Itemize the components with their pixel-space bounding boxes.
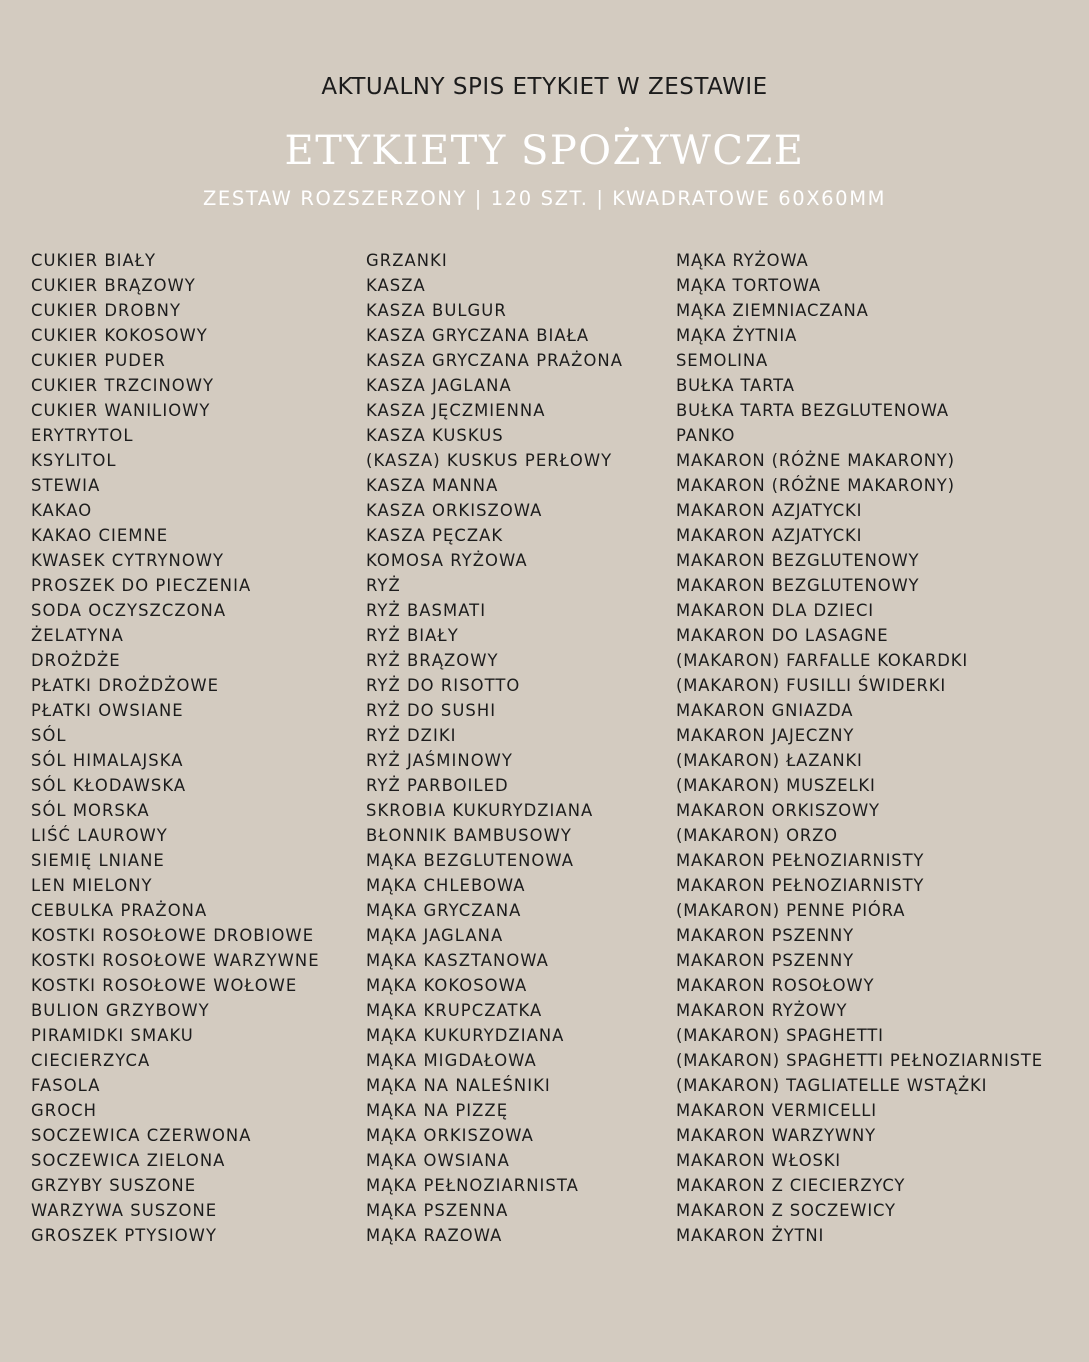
list-item: MĄKA PSZENNA: [366, 1201, 509, 1220]
list-item: MAKARON JAJECZNY: [676, 726, 855, 745]
list-item: MAKARON WARZYWNY: [676, 1126, 877, 1145]
list-item: SÓL MORSKA: [31, 801, 150, 820]
list-item: BULION GRZYBOWY: [31, 1001, 210, 1020]
list-item: (MAKARON) PENNE PIÓRA: [676, 901, 906, 920]
list-item: MĄKA RYŻOWA: [676, 251, 809, 270]
list-item: RYŻ BASMATI: [366, 601, 487, 620]
list-item: MAKARON Z CIECIERZYCY: [676, 1176, 906, 1195]
list-item: GROCH: [31, 1101, 98, 1120]
list-item: MĄKA OWSIANA: [366, 1151, 510, 1170]
label-list-column-2: [366, 248, 623, 1248]
page-title: ETYKIETY SPOŻYWCZE: [284, 128, 805, 174]
list-item: KOSTKI ROSOŁOWE WOŁOWE: [31, 976, 298, 995]
list-item: MAKARON (RÓŻNE MAKARONY): [676, 476, 955, 495]
list-item: CUKIER KOKOSOWY: [31, 326, 208, 345]
list-item: MĄKA CHLEBOWA: [366, 876, 526, 895]
list-item: MAKARON DO LASAGNE: [676, 626, 889, 645]
list-item: PANKO: [676, 426, 736, 445]
list-item: ERYTRYTOL: [31, 426, 134, 445]
list-item: KOSTKI ROSOŁOWE WARZYWNE: [31, 951, 320, 970]
list-item: MĄKA KUKURYDZIANA: [366, 1026, 565, 1045]
list-item: LEN MIELONY: [31, 876, 153, 895]
list-item: MAKARON VERMICELLI: [676, 1101, 877, 1120]
list-item: SOCZEWICA ZIELONA: [31, 1151, 226, 1170]
list-item: KASZA BULGUR: [366, 301, 507, 320]
list-item: PIRAMIDKI SMAKU: [31, 1026, 194, 1045]
list-item: (MAKARON) ŁAZANKI: [676, 751, 863, 770]
list-item: DROŻDŻE: [31, 651, 121, 670]
list-item: KASZA ORKISZOWA: [366, 501, 543, 520]
list-item: MĄKA BEZGLUTENOWA: [366, 851, 574, 870]
list-item: RYŻ DZIKI: [366, 726, 457, 745]
list-item: SKROBIA KUKURYDZIANA: [366, 801, 594, 820]
list-item: PŁATKI OWSIANE: [31, 701, 184, 720]
label-list-column-1: [31, 248, 320, 1248]
list-item: RYŻ BIAŁY: [366, 626, 459, 645]
list-item: MĄKA KRUPCZATKA: [366, 1001, 543, 1020]
list-item: MAKARON BEZGLUTENOWY: [676, 551, 920, 570]
list-item: MAKARON ORKISZOWY: [676, 801, 880, 820]
list-item: MĄKA ORKISZOWA: [366, 1126, 534, 1145]
list-item: MAKARON AZJATYCKI: [676, 501, 863, 520]
list-item: (MAKARON) SPAGHETTI PEŁNOZIARNISTE: [676, 1051, 1043, 1070]
list-item: SÓL HIMALAJSKA: [31, 751, 184, 770]
list-item: KASZA GRYCZANA PRAŻONA: [366, 351, 623, 370]
list-item: (MAKARON) ORZO: [676, 826, 838, 845]
list-item: CUKIER WANILIOWY: [31, 401, 211, 420]
list-item: SODA OCZYSZCZONA: [31, 601, 227, 620]
list-item: MAKARON AZJATYCKI: [676, 526, 863, 545]
list-item: STEWIA: [31, 476, 101, 495]
list-item: KASZA GRYCZANA BIAŁA: [366, 326, 590, 345]
list-item: (MAKARON) SPAGHETTI: [676, 1026, 884, 1045]
list-item: (KASZA) KUSKUS PERŁOWY: [366, 451, 613, 470]
list-item: MAKARON PSZENNY: [676, 926, 854, 945]
list-item: MAKARON ŻYTNI: [676, 1226, 825, 1245]
list-item: MĄKA MIGDAŁOWA: [366, 1051, 537, 1070]
list-item: CIECIERZYCA: [31, 1051, 151, 1070]
list-item: CUKIER PUDER: [31, 351, 166, 370]
list-item: MAKARON GNIAZDA: [676, 701, 854, 720]
list-item: KASZA PĘCZAK: [366, 526, 504, 545]
list-item: MĄKA ŻYTNIA: [676, 326, 798, 345]
list-item: PŁATKI DROŻDŻOWE: [31, 676, 220, 695]
list-item: BUŁKA TARTA BEZGLUTENOWA: [676, 401, 949, 420]
list-item: FASOLA: [31, 1076, 101, 1095]
label-list-column-3: [676, 248, 1043, 1248]
list-item: KASZA JĘCZMIENNA: [366, 401, 546, 420]
list-item: RYŻ JAŚMINOWY: [366, 751, 513, 770]
page-subtitle: ZESTAW ROZSZERZONY | 120 SZT. | KWADRATOWE 60X60MM: [202, 187, 887, 210]
list-item: MAKARON DLA DZIECI: [676, 601, 874, 620]
list-item: MĄKA RAZOWA: [366, 1226, 503, 1245]
list-item: KOMOSA RYŻOWA: [366, 551, 528, 570]
header-top-line: AKTUALNY SPIS ETYKIET W ZESTAWIE: [321, 74, 768, 100]
list-item: RYŻ DO SUSHI: [366, 701, 497, 720]
list-item: MĄKA TORTOWA: [676, 276, 821, 295]
list-item: MĄKA NA PIZZĘ: [366, 1101, 509, 1120]
list-item: MAKARON BEZGLUTENOWY: [676, 576, 920, 595]
list-item: SÓL: [31, 726, 67, 745]
list-item: MAKARON Z SOCZEWICY: [676, 1201, 896, 1220]
list-item: MAKARON (RÓŻNE MAKARONY): [676, 451, 955, 470]
list-item: KASZA KUSKUS: [366, 426, 504, 445]
list-item: MAKARON PSZENNY: [676, 951, 854, 970]
list-item: GRZYBY SUSZONE: [31, 1176, 197, 1195]
list-item: KASZA MANNA: [366, 476, 499, 495]
list-item: RYŻ DO RISOTTO: [366, 676, 521, 695]
list-item: MĄKA ZIEMNIACZANA: [676, 301, 869, 320]
list-item: PROSZEK DO PIECZENIA: [31, 576, 252, 595]
list-item: CUKIER BIAŁY: [31, 251, 157, 270]
list-item: KAKAO: [31, 501, 93, 520]
list-item: MAKARON RYŻOWY: [676, 1001, 848, 1020]
list-item: MĄKA KOKOSOWA: [366, 976, 528, 995]
list-item: KAKAO CIEMNE: [31, 526, 169, 545]
list-item: MĄKA JAGLANA: [366, 926, 504, 945]
list-item: ŻELATYNA: [31, 626, 124, 645]
list-item: MAKARON ROSOŁOWY: [676, 976, 875, 995]
list-item: CUKIER DROBNY: [31, 301, 182, 320]
list-item: RYŻ: [366, 576, 401, 595]
list-item: KASZA: [366, 276, 426, 295]
list-item: MĄKA KASZTANOWA: [366, 951, 549, 970]
list-item: SEMOLINA: [676, 351, 769, 370]
list-item: CEBULKA PRAŻONA: [31, 901, 208, 920]
list-item: MĄKA PEŁNOZIARNISTA: [366, 1176, 579, 1195]
list-item: CUKIER TRZCINOWY: [31, 376, 215, 395]
list-item: RYŻ PARBOILED: [366, 776, 509, 795]
list-item: (MAKARON) FARFALLE KOKARDKI: [676, 651, 969, 670]
list-item: LIŚĆ LAUROWY: [31, 826, 168, 845]
list-item: KSYLITOL: [31, 451, 117, 470]
list-item: KOSTKI ROSOŁOWE DROBIOWE: [31, 926, 315, 945]
list-item: SIEMIĘ LNIANE: [31, 851, 165, 870]
list-item: MAKARON PEŁNOZIARNISTY: [676, 876, 925, 895]
list-item: BŁONNIK BAMBUSOWY: [366, 826, 572, 845]
list-item: MAKARON PEŁNOZIARNISTY: [676, 851, 925, 870]
list-item: SOCZEWICA CZERWONA: [31, 1126, 252, 1145]
list-item: RYŻ BRĄZOWY: [366, 651, 499, 670]
list-item: GROSZEK PTYSIOWY: [31, 1226, 218, 1245]
list-item: MAKARON WŁOSKI: [676, 1151, 841, 1170]
list-item: KWASEK CYTRYNOWY: [31, 551, 225, 570]
list-item: (MAKARON) FUSILLI ŚWIDERKI: [676, 676, 947, 695]
list-item: CUKIER BRĄZOWY: [31, 276, 196, 295]
list-item: (MAKARON) TAGLIATELLE WSTĄŻKI: [676, 1076, 988, 1095]
list-item: WARZYWA SUSZONE: [31, 1201, 218, 1220]
list-item: MĄKA NA NALEŚNIKI: [366, 1076, 551, 1095]
list-item: KASZA JAGLANA: [366, 376, 512, 395]
list-item: (MAKARON) MUSZELKI: [676, 776, 876, 795]
list-item: SÓL KŁODAWSKA: [31, 776, 187, 795]
list-item: BUŁKA TARTA: [676, 376, 795, 395]
list-item: GRZANKI: [366, 251, 448, 270]
list-item: MĄKA GRYCZANA: [366, 901, 522, 920]
